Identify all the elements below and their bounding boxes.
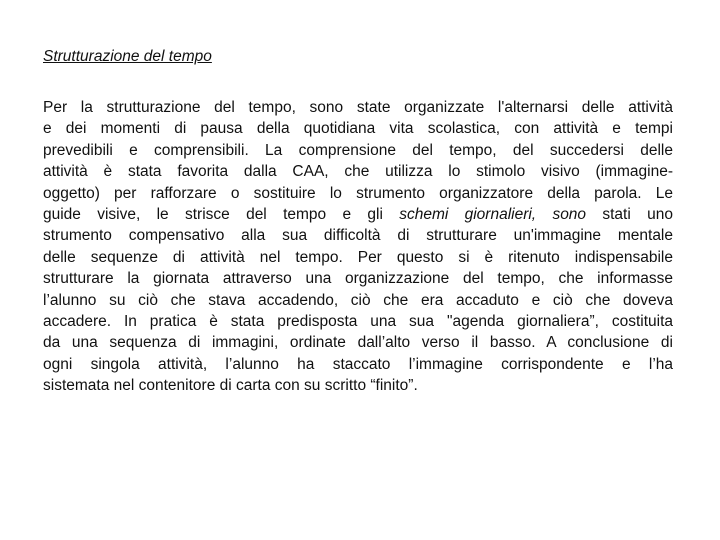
section-heading: Strutturazione del tempo bbox=[43, 48, 212, 65]
paragraph-line: attività è stata favorita dalla CAA, che utilizza lo stimolo visivo (immagine- bbox=[43, 163, 673, 181]
paragraph-line: oggetto) per rafforzare o sostituire lo strumento organizzatore della parola. Le bbox=[43, 184, 673, 202]
italic-word: sono bbox=[552, 206, 587, 224]
paragraph-line: delle sequenze di attività nel tempo. Per questo si è ritenuto indispensabile bbox=[43, 248, 673, 266]
body-paragraph bbox=[43, 97, 673, 397]
paragraph-line: da una sequenza di immagini, ordinate dall’alto verso il basso. A conclusione di bbox=[43, 334, 673, 352]
paragraph-line: strumento compensativo alla sua difficoltà di strutturare un'immagine mentale bbox=[43, 227, 673, 245]
paragraph-line: l’alunno su ciò che stava accadendo, ciò che era accaduto e ciò che doveva bbox=[43, 291, 673, 309]
paragraph-line: accadere. In pratica è stata predisposta una sua "agenda giornaliera”, costituita bbox=[43, 313, 673, 331]
paragraph-line: strutturare la giornata attraverso una organizzazione del tempo, che informasse bbox=[43, 270, 673, 288]
italic-phrase: schemi giornalieri, bbox=[399, 206, 537, 224]
paragraph-text: stati uno bbox=[602, 206, 673, 224]
paragraph-line: Per la strutturazione del tempo, sono state organizzate l'alternarsi delle attività bbox=[43, 99, 673, 116]
paragraph-line: e dei momenti di pausa della quotidiana vita scolastica, con attività e tempi bbox=[43, 120, 673, 138]
paragraph-text: guide visive, le strisce del tempo e gli bbox=[43, 206, 383, 224]
paragraph-line-last: sistemata nel contenitore di carta con su scritto “finito”. bbox=[43, 377, 418, 395]
paragraph-line: prevedibili e comprensibili. La comprensione del tempo, del succedersi delle bbox=[43, 141, 673, 159]
paragraph-line-mixed bbox=[43, 204, 673, 225]
paragraph-line: ogni singola attività, l’alunno ha staccato l’immagine corrispondente e l’ha bbox=[43, 355, 673, 373]
